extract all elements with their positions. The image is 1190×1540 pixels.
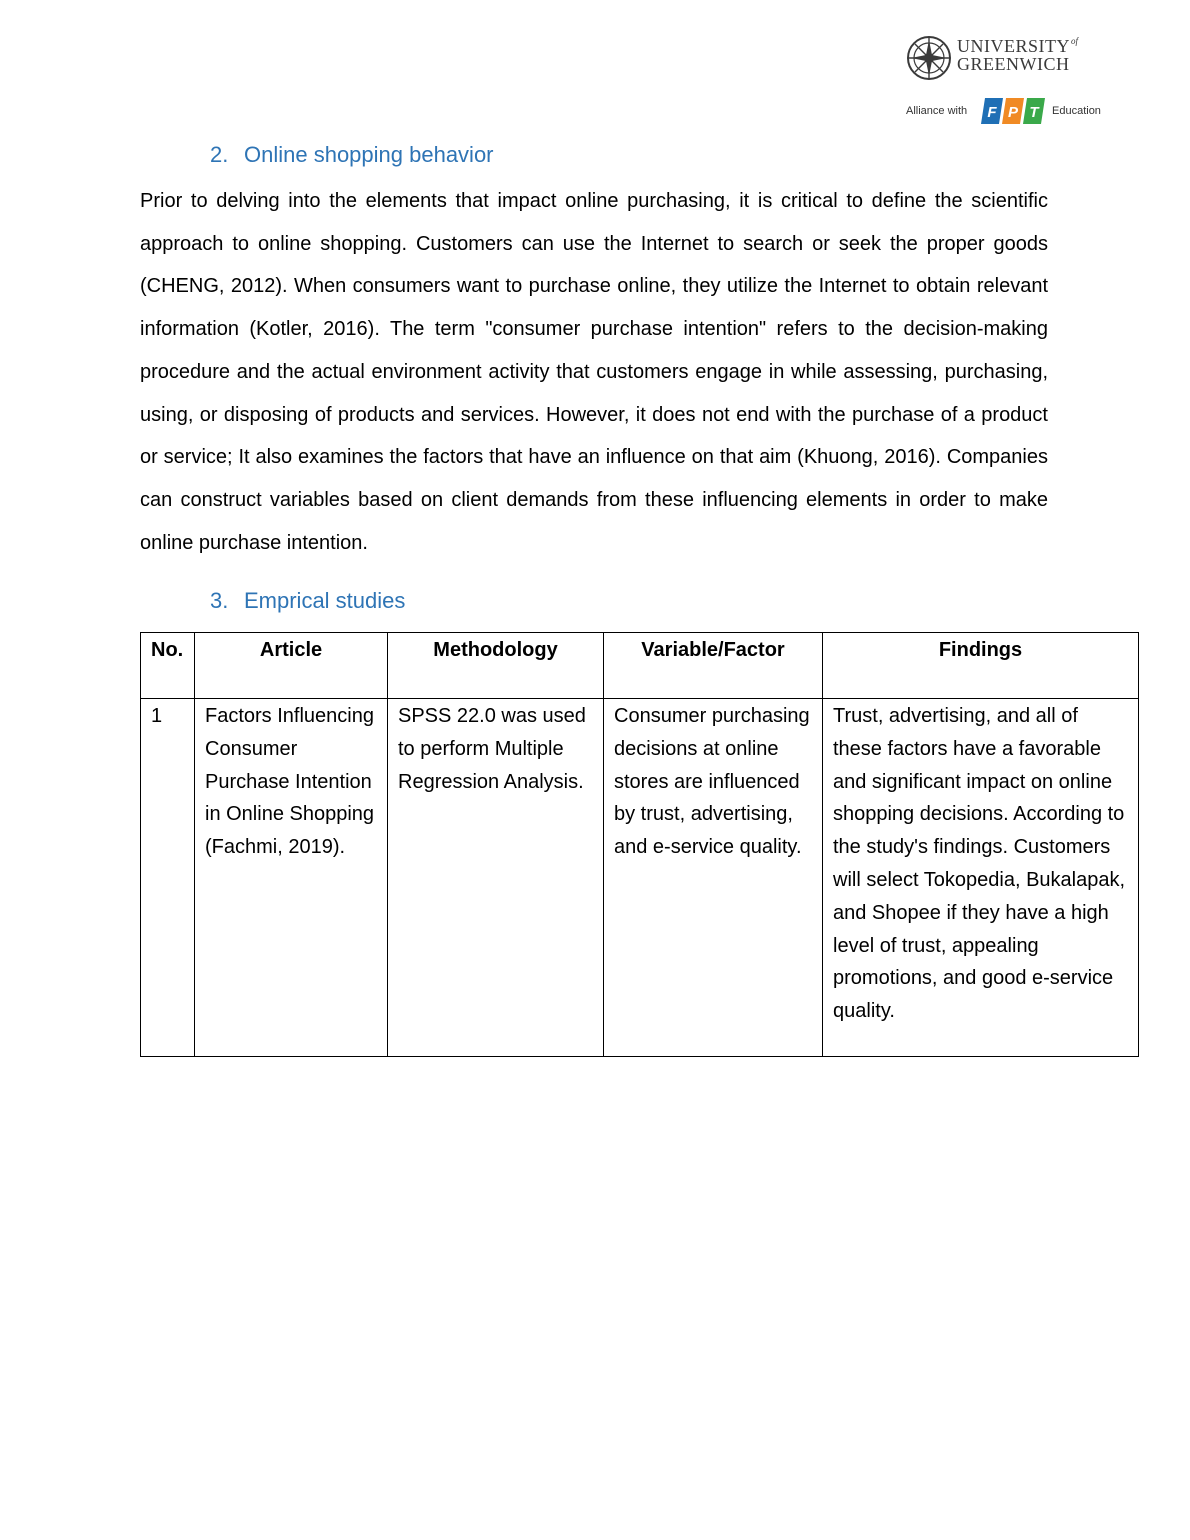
header-variable-factor: Variable/Factor — [604, 633, 823, 699]
section-number: 2. — [210, 142, 229, 167]
university-name-line2: GREENWICH — [957, 54, 1070, 74]
cell-findings: Trust, advertising, and all of these factors have a favorable and significant impact on online shopping decisions. According to the study's findings. Customers will select Tokopedia, Bukalapak, and Shopee if they have a high level of trust, appealing promotions, and good e-service quality. — [823, 699, 1139, 1057]
table-row — [141, 699, 1139, 1057]
table-header-row — [141, 633, 1139, 699]
fpt-letter-f: F — [987, 104, 997, 121]
cell-methodology: SPSS 22.0 was used to perform Multiple Regression Analysis. — [388, 699, 604, 1057]
header-findings: Findings — [823, 633, 1139, 699]
online-shopping-paragraph: Prior to delving into the elements that impact online purchasing, it is critical to define the scientific approach to online shopping. Customers can use the Internet to search or seek the proper goods (CHENG, 2012). When consumers want to purchase online, they utilize the Internet to obtain relevant information (Kotler, 2016). The term "consumer purchase intention" refers to the decision-making procedure and the actual environment activity that customers engage in while assessing, purchasing, using, or disposing of products and services. However, it does not end with the purchase of a product or service; It also examines the factors that have an influence on that aim (Khuong, 2016). Companies can construct variables based on client demands from these influencing elements in order to make online purchase intention. — [140, 190, 1048, 554]
header-article: Article — [195, 633, 388, 699]
section-heading-empirical-studies — [210, 588, 405, 614]
university-logo — [900, 30, 1110, 135]
education-text: Education — [1052, 105, 1101, 117]
fpt-letter-t: T — [1029, 104, 1039, 121]
section-heading-online-shopping — [210, 142, 494, 168]
cell-variable-factor: Consumer purchasing decisions at online stores are influenced by trust, advertising, and e-service quality. — [604, 699, 823, 1057]
university-name-line1: $UNIVERSITY^{of}$ — [957, 36, 1079, 56]
fpt-letter-p: P — [1007, 104, 1019, 121]
university-of-word: of — [1071, 36, 1079, 46]
fpt-logo-icon — [981, 96, 1047, 126]
empirical-studies-table — [140, 632, 1139, 1057]
section-title: Online shopping behavior — [244, 142, 494, 167]
university-crest-icon — [906, 35, 952, 81]
alliance-text: Alliance with — [906, 105, 968, 117]
cell-article: Factors Influencing Consumer Purchase Intention in Online Shopping (Fachmi, 2019). — [195, 699, 388, 1057]
section-title: Emprical studies — [244, 588, 406, 613]
section-number: 3. — [210, 588, 229, 613]
header-no: No. — [141, 633, 195, 699]
cell-no: 1 — [141, 699, 195, 1057]
header-methodology: Methodology — [388, 633, 604, 699]
